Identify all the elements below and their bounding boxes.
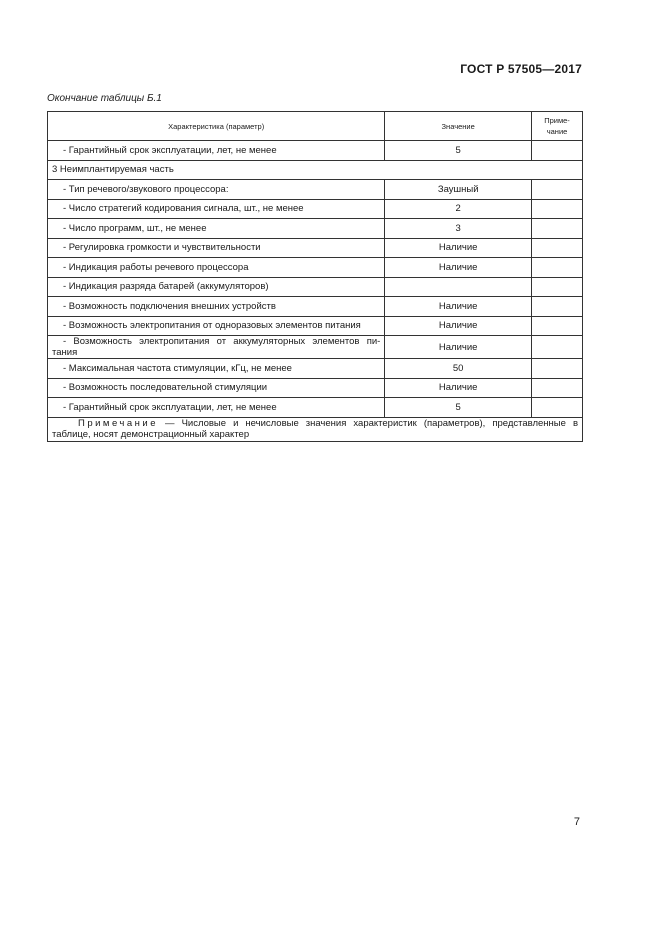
row-characteristic: - Возможность последовательной стимуляции — [48, 378, 385, 398]
row-value: Наличие — [385, 238, 532, 258]
row-characteristic: - Максимальная частота стимуляции, кГц, не менее — [48, 359, 385, 379]
table-row — [48, 258, 583, 278]
row-characteristic: - Регулировка громкости и чувствительности — [48, 238, 385, 258]
row-characteristic-line: - Возможность электропитания от аккумуляторных элементов пи- — [63, 336, 381, 347]
row-value — [385, 277, 532, 297]
row-characteristic: - Число программ, шт., не менее — [48, 219, 385, 239]
table-row — [48, 141, 583, 161]
row-value: 3 — [385, 219, 532, 239]
table-body — [48, 141, 583, 442]
table-footnote — [48, 417, 583, 441]
column-header-value: Значение — [385, 112, 532, 141]
footnote-label: Примечание — [78, 417, 158, 429]
row-note — [532, 297, 583, 317]
column-header-characteristic: Характеристика (параметр) — [48, 112, 385, 141]
row-value: 5 — [385, 398, 532, 418]
row-note — [532, 277, 583, 297]
table-row — [48, 297, 583, 317]
column-header-note: Приме- чание — [532, 112, 583, 141]
row-note — [532, 336, 583, 359]
row-characteristic: - Гарантийный срок эксплуатации, лет, не менее — [48, 398, 385, 418]
table-row — [48, 316, 583, 336]
table-row — [48, 199, 583, 219]
spec-table — [47, 111, 583, 442]
table-row — [48, 378, 583, 398]
table-section-row — [48, 160, 583, 180]
row-value: Наличие — [385, 297, 532, 317]
row-note — [532, 398, 583, 418]
row-characteristic: - Индикация разряда батарей (аккумуляторов) — [48, 277, 385, 297]
table-row — [48, 336, 583, 359]
row-value: Наличие — [385, 378, 532, 398]
row-value: 5 — [385, 141, 532, 161]
row-characteristic: - Возможность подключения внешних устройств — [48, 297, 385, 317]
table-row — [48, 180, 583, 200]
section-heading: 3 Неимплантируемая часть — [48, 160, 583, 180]
table-row — [48, 359, 583, 379]
row-value: Наличие — [385, 258, 532, 278]
row-characteristic — [48, 336, 385, 359]
footnote-text: — Числовые и нечисловые значения характеристик (параметров), представленные в таблице, носят демонстрационный характер — [52, 417, 578, 440]
page-number: 7 — [573, 816, 580, 828]
row-note — [532, 238, 583, 258]
row-value: Наличие — [385, 316, 532, 336]
table-caption: Окончание таблицы Б.1 — [47, 93, 162, 104]
row-note — [532, 258, 583, 278]
row-characteristic: - Тип речевого/звукового процессора: — [48, 180, 385, 200]
table-row — [48, 238, 583, 258]
row-characteristic: - Число стратегий кодирования сигнала, шт., не менее — [48, 199, 385, 219]
table-row — [48, 398, 583, 418]
row-note — [532, 141, 583, 161]
row-value: Наличие — [385, 336, 532, 359]
table-row — [48, 277, 583, 297]
row-note — [532, 378, 583, 398]
row-note — [532, 359, 583, 379]
standard-code: ГОСТ Р 57505—2017 — [460, 62, 582, 76]
row-note — [532, 180, 583, 200]
table-row — [48, 219, 583, 239]
row-characteristic: - Возможность электропитания от одноразовых элементов питания — [48, 316, 385, 336]
row-note — [532, 219, 583, 239]
row-value: 50 — [385, 359, 532, 379]
row-value: Заушный — [385, 180, 532, 200]
row-note — [532, 316, 583, 336]
row-characteristic: - Индикация работы речевого процессора — [48, 258, 385, 278]
table-header-row — [48, 112, 583, 141]
table-footnote-row — [48, 417, 583, 441]
row-note — [532, 199, 583, 219]
row-characteristic: - Гарантийный срок эксплуатации, лет, не менее — [48, 141, 385, 161]
row-characteristic-line: тания — [52, 347, 78, 358]
row-value: 2 — [385, 199, 532, 219]
